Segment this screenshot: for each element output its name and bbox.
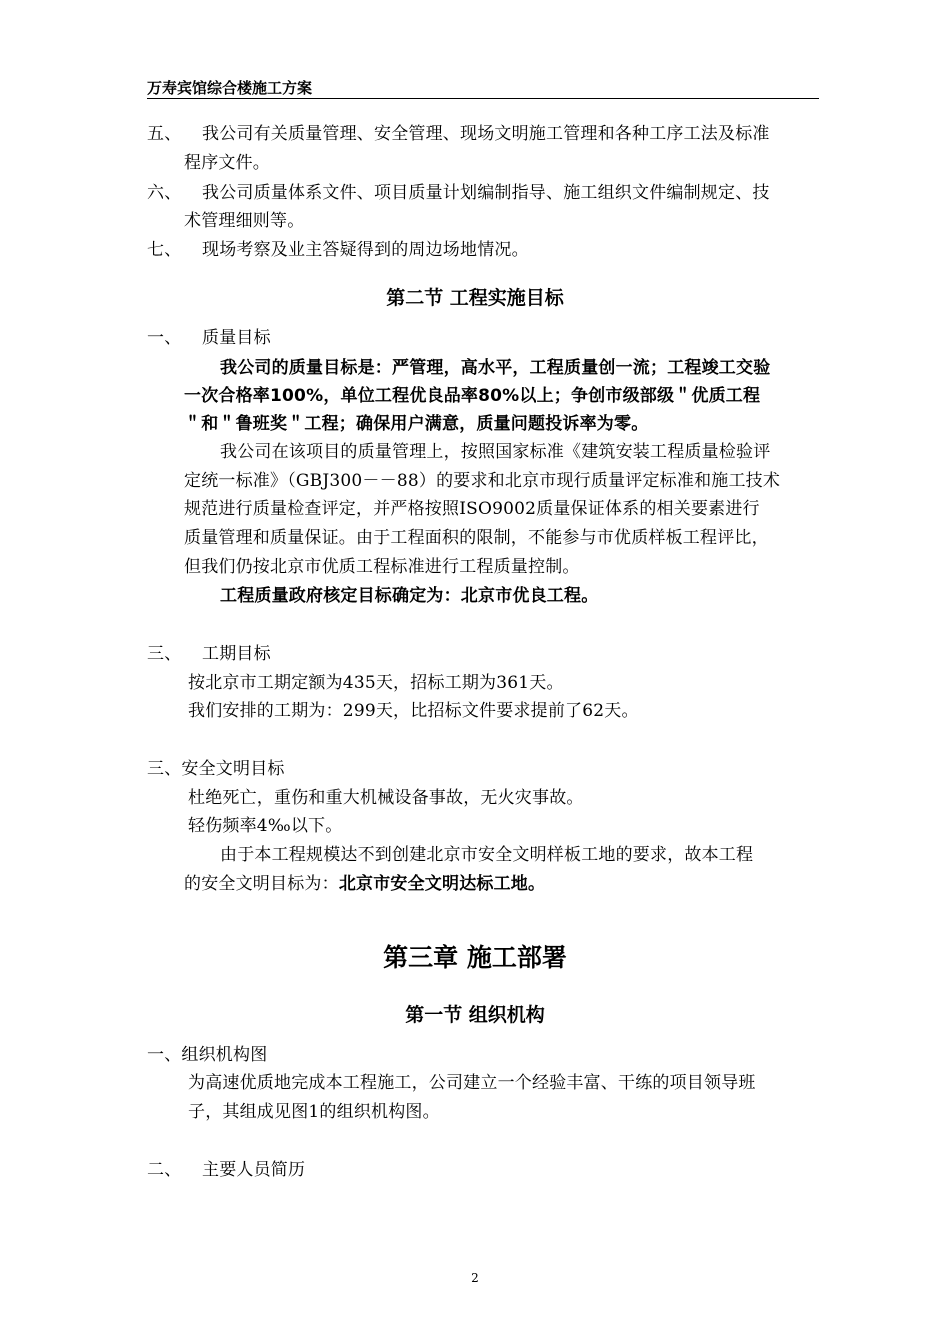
page-number: 2 [471, 1271, 479, 1285]
staff-resume-number: 二、 [147, 1160, 182, 1180]
org-chart-line: 为高速优质地完成本工程施工，公司建立一个经验丰富、干练的项目领导班 [188, 1073, 756, 1093]
ref-item-5-number: 五、 [147, 124, 182, 144]
schedule-goal-line: 按北京市工期定额为435天，招标工期为361天。 [188, 673, 564, 693]
safety-goal-line: 杜绝死亡，重伤和重大机械设备事故，无火灾事故。 [188, 788, 584, 808]
quality-goal-statement-line: 我公司的质量目标是：严管理，高水平，工程质量创一流；工程竣工交验 [220, 358, 771, 378]
staff-resume-heading: 主要人员简历 [202, 1160, 306, 1180]
page-header: 万寿宾馆综合楼施工方案 [147, 78, 819, 99]
quality-goal-statement-line: ＂和＂鲁班奖＂工程；确保用户满意，质量问题投诉率为零。 [184, 414, 649, 434]
ref-item-7-number: 七、 [147, 240, 182, 260]
safety-goal-line: 轻伤频率4‰以下。 [188, 816, 343, 836]
schedule-goal-number: 三、 [147, 644, 182, 664]
ref-item-6-number: 六、 [147, 183, 182, 203]
safety-goal-final-prefix: 的安全文明目标为： [184, 874, 339, 894]
safety-goal-final-target: 北京市安全文明达标工地。 [338, 874, 546, 894]
quality-goal-number: 一、 [147, 328, 182, 348]
section-1-title: 第一节 组织机构 [405, 1004, 545, 1026]
quality-management-paragraph-line: 但我们仍按北京市优质工程标准进行工程质量控制。 [184, 557, 580, 577]
schedule-goal-heading: 工期目标 [202, 644, 271, 664]
quality-goal-heading: 质量目标 [202, 328, 271, 348]
org-chart-heading: 一、组织机构图 [147, 1045, 268, 1065]
quality-management-paragraph-line: 我公司在该项目的质量管理上，按照国家标准《建筑安装工程质量检验评 [220, 442, 771, 462]
ref-item-5-text-cont: 程序文件。 [184, 153, 270, 173]
ref-item-7-text: 现场考察及业主答疑得到的周边场地情况。 [202, 240, 529, 260]
org-chart-line: 子，其组成见图1的组织机构图。 [188, 1102, 440, 1122]
quality-management-paragraph-line: 质量管理和质量保证。由于工程面积的限制，不能参与市优质样板工程评比， [184, 528, 769, 548]
quality-goal-statement-line: 一次合格率100%，单位工程优良品率80%以上；争创市级部级＂优质工程 [184, 386, 761, 406]
quality-management-paragraph-line: 定统一标准》（GBJ300－－88）的要求和北京市现行质量评定标准和施工技术 [184, 471, 781, 491]
section-2-title: 第二节 工程实施目标 [386, 287, 564, 309]
ref-item-5-text: 我公司有关质量管理、安全管理、现场文明施工管理和各种工序工法及标准 [202, 124, 770, 144]
safety-goal-final-line [184, 872, 545, 896]
government-quality-target: 工程质量政府核定目标确定为：北京市优良工程。 [220, 586, 599, 606]
ref-item-6-text-cont: 术管理细则等。 [184, 211, 305, 231]
safety-goal-heading: 三、安全文明目标 [147, 759, 285, 779]
schedule-goal-line: 我们安排的工期为：299天，比招标文件要求提前了62天。 [188, 701, 639, 721]
chapter-3-title: 第三章 施工部署 [383, 943, 567, 972]
ref-item-6-text: 我公司质量体系文件、项目质量计划编制指导、施工组织文件编制规定、技 [202, 183, 770, 203]
safety-goal-line: 由于本工程规模达不到创建北京市安全文明样板工地的要求，故本工程 [220, 845, 754, 865]
quality-management-paragraph-line: 规范进行质量检查评定，并严格按照ISO9002质量保证体系的相关要素进行 [184, 499, 760, 519]
